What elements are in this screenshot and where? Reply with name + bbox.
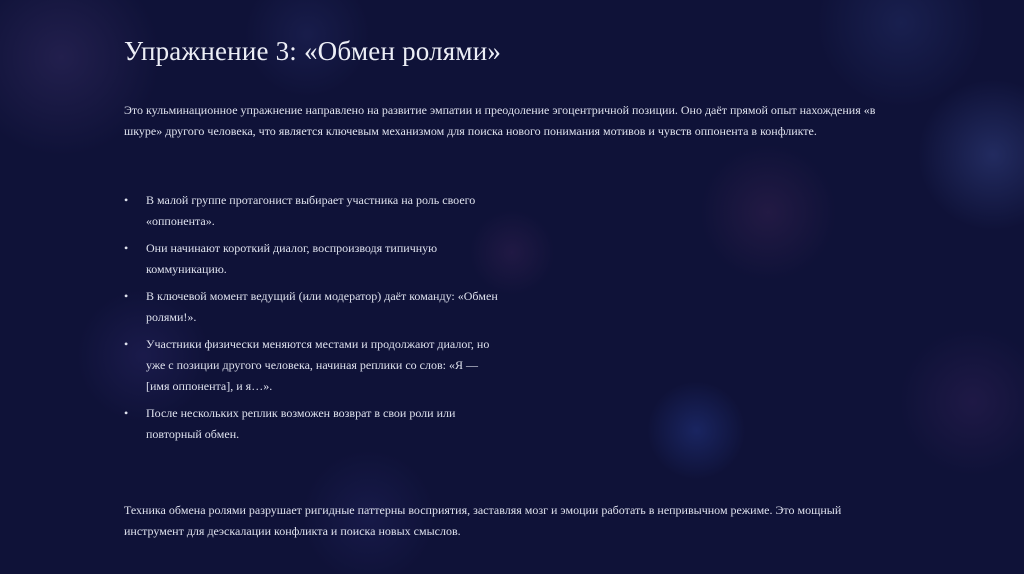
outro-paragraph: Техника обмена ролями разрушает ригидные паттерны восприятия, заставляя мозг и эмоции работать в непривычном режиме. Это мощный инструмент для деэскалации конфликта и поиска новых смыслов. [124,503,842,538]
bullet-icon: • [124,406,129,420]
list-item [124,334,504,397]
step-text: Участники физически меняются местами и продолжают диалог, но уже с позиции другого человека, начиная реплики со слов: «Я — [имя оппонента], и я…». [146,337,490,393]
step-text: В малой группе протагонист выбирает участника на роль своего «оппонента». [146,193,476,228]
list-item [124,403,504,445]
bullet-icon: • [124,241,129,255]
bullet-icon: • [124,193,129,207]
slide-title: Упражнение 3: «Обмен ролями» [124,36,502,66]
intro-paragraph: Это кульминационное упражнение направлено на развитие эмпатии и преодоление эгоцентричной позиции. Оно даёт прямой опыт нахождения «в шкуре» другого человека, что является ключевым механизмом для поиска нового понимания мотивов и чувств оппонента в конфликте. [124,103,876,138]
step-text: В ключевой момент ведущий (или модератор) даёт команду: «Обмен ролями!». [146,289,498,324]
list-item [124,190,504,232]
bullet-icon: • [124,289,129,303]
bullet-icon: • [124,337,129,351]
list-item [124,238,504,280]
list-item [124,286,504,328]
steps-list [124,190,504,451]
step-text: Они начинают короткий диалог, воспроизводя типичную коммуникацию. [146,241,438,276]
step-text: После нескольких реплик возможен возврат в свои роли или повторный обмен. [146,406,456,441]
